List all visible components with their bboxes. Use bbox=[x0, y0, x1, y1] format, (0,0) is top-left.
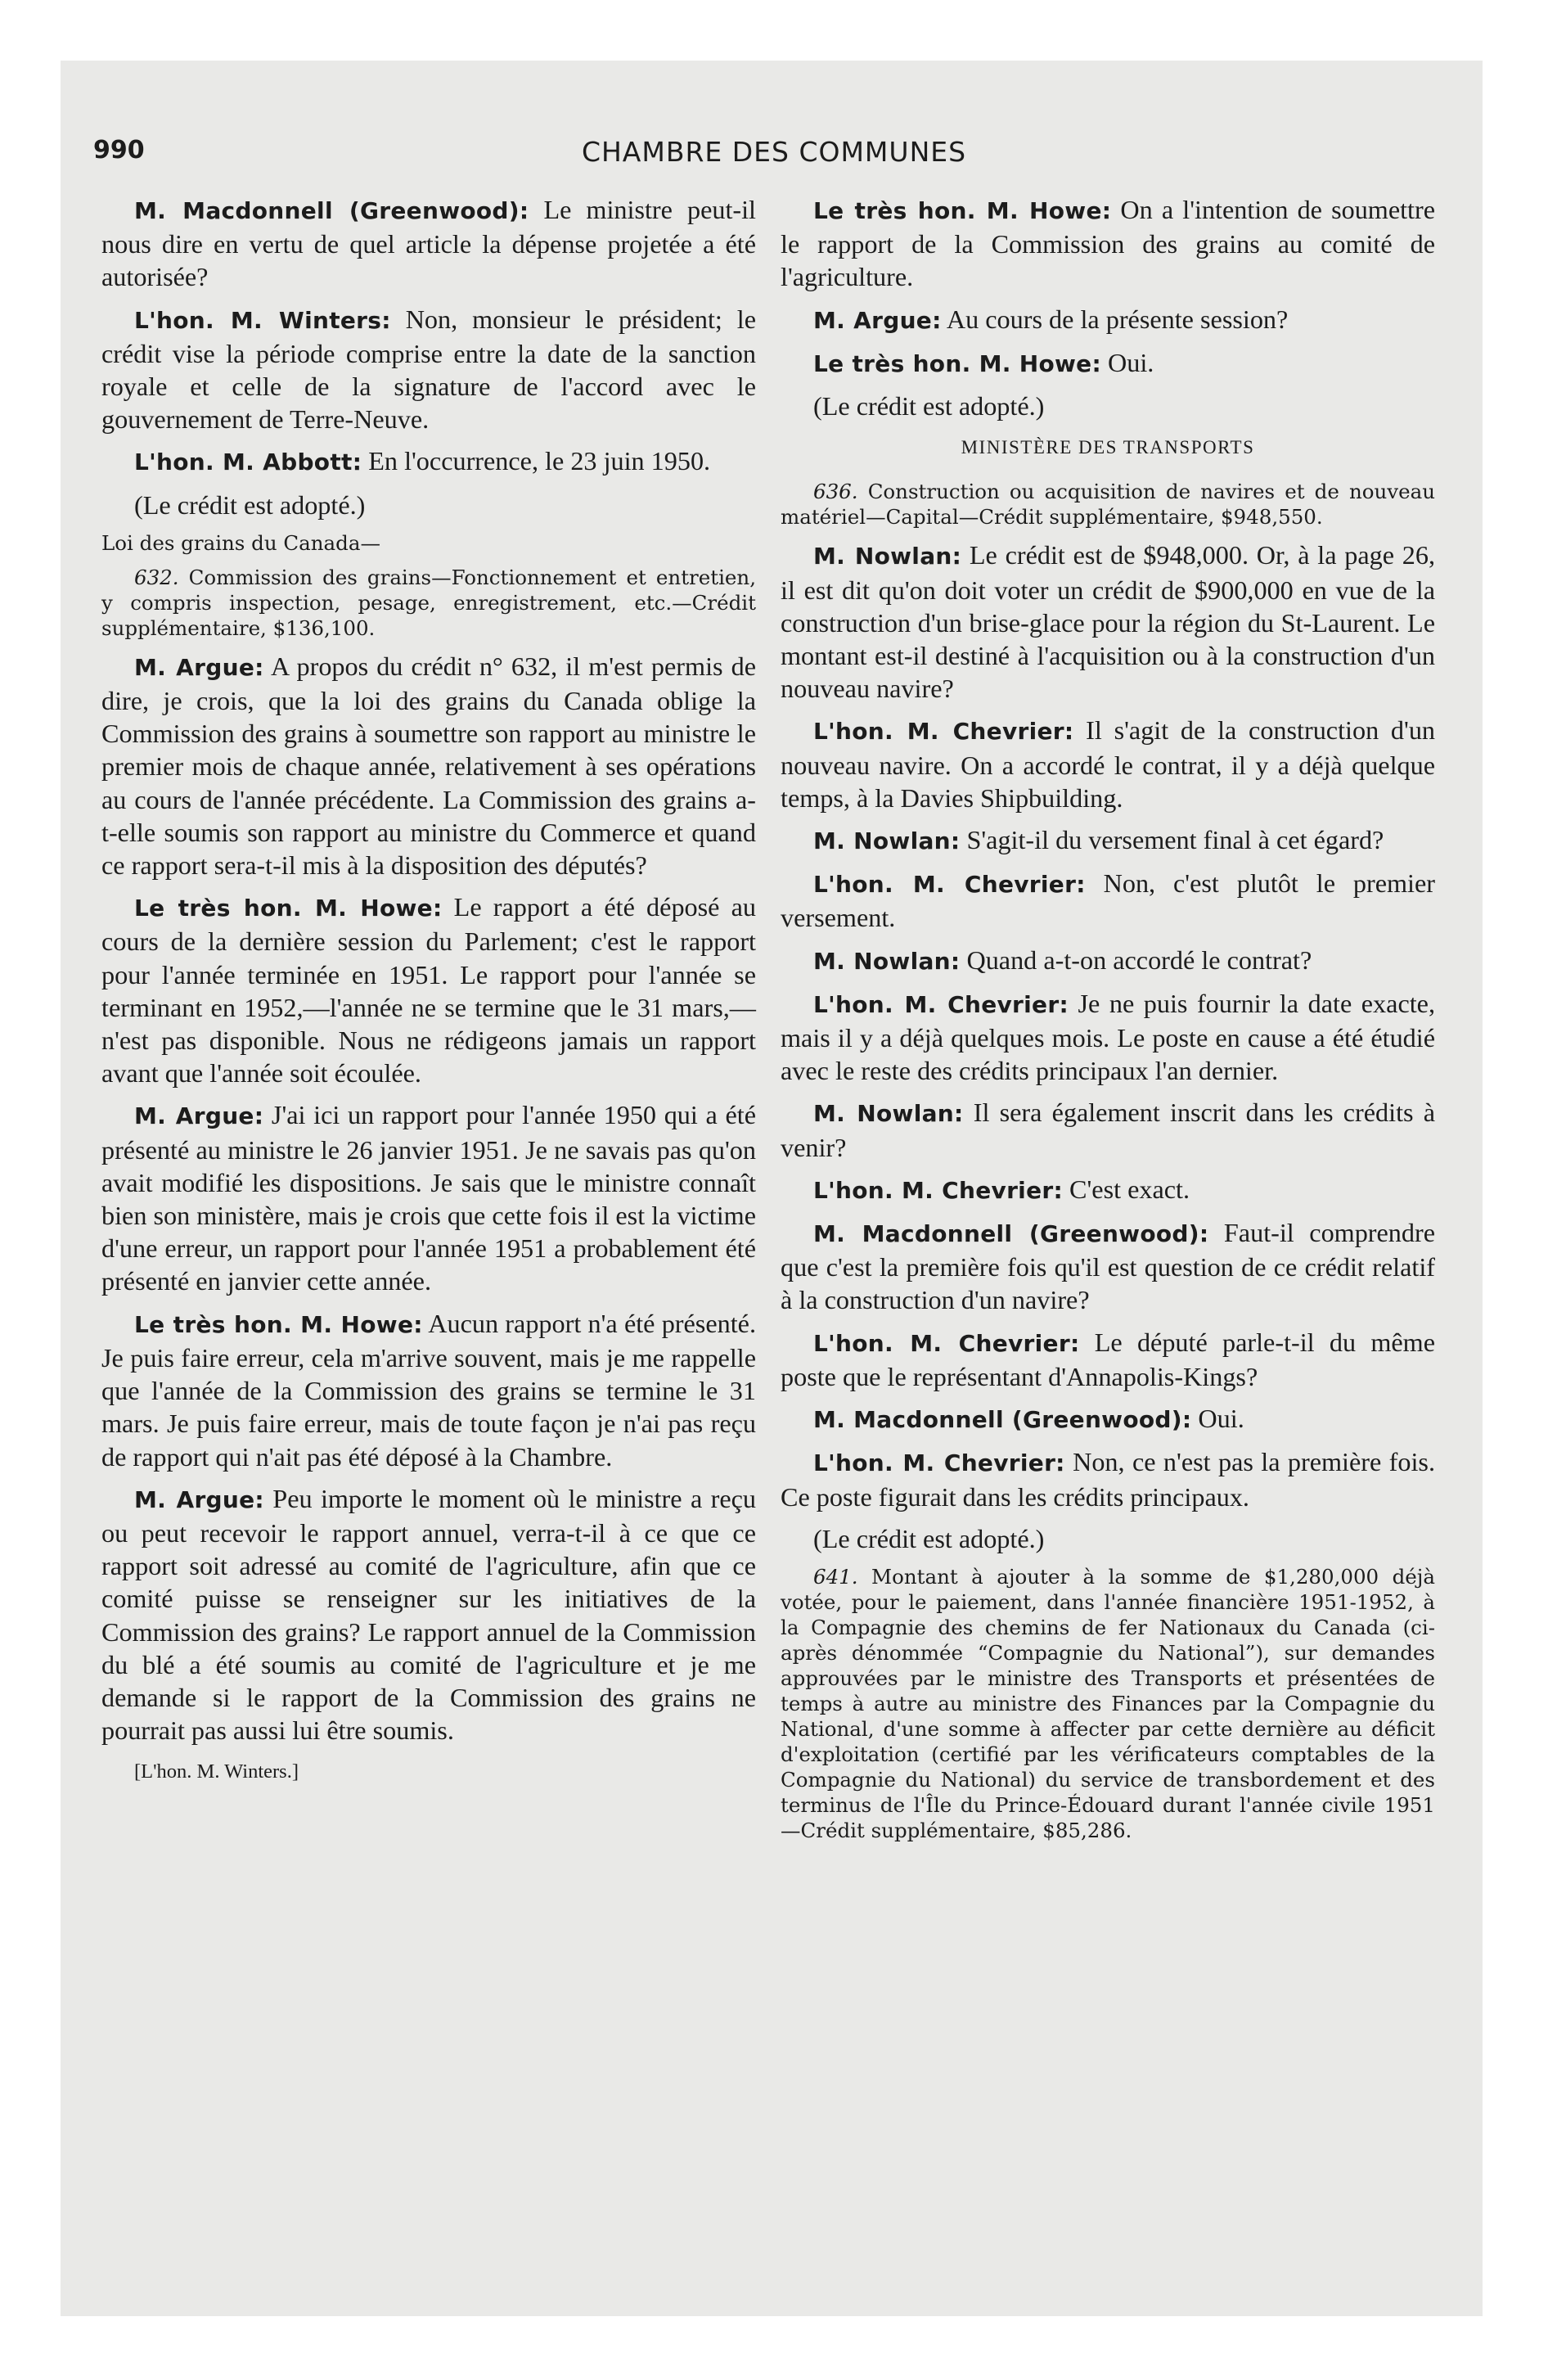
speech-text: Oui. bbox=[1108, 347, 1154, 377]
vote-description: Construction ou acquisition de navires et de nouveau matériel—Capital—Crédit supplémentaire, $948,550. bbox=[781, 480, 1435, 530]
speech-text: J'ai ici un rapport pour l'année 1950 qui a été présenté au ministre le 26 janvier 1951. Je ne savais pas qu'on avait modifié les dispositions. Je sais que le ministre connaît bien son ministère, mais je crois que cette fois il est la victime d'une erreur, un rapport pour l'année 1951 a probablement été présenté en janvier cette année. bbox=[101, 1100, 757, 1296]
speaker-name: M. Argue: bbox=[134, 1485, 264, 1513]
speech-text: Le crédit est de $948,000. Or, à la page 26, il est dit qu'on doit voter un crédit de $900,000 en vue de la construction d'un brise-glace pour la région du St-Laurent. Le montant est-il destiné à l'acquisition ou à la construction d'un nouveau navire? bbox=[781, 540, 1436, 704]
page-number: 990 bbox=[93, 136, 145, 165]
speaker-name: M. Nowlan: bbox=[813, 947, 961, 975]
speech-text: Le rapport a été déposé au cours de la dernière session du Parlement; c'est le rapport pour l'année terminée en 1951. Le rapport pour l'année se terminant en 1952,—l'année ne se termine que le 31 mars,—n'est pas disponible. Nous ne rédigeons jamais un rapport avant que l'année soit écoulée. bbox=[101, 892, 756, 1089]
speech-paragraph bbox=[101, 1307, 756, 1473]
speech-text: Au cours de la présente session? bbox=[946, 304, 1289, 334]
speaker-name: Le très hon. M. Howe: bbox=[813, 197, 1112, 224]
speaker-name: L'hon. M. Abbott: bbox=[134, 449, 362, 476]
speaker-name: L'hon. M. Chevrier: bbox=[813, 1449, 1065, 1477]
speech-text: Il sera également inscrit dans les crédits à venir? bbox=[781, 1098, 1435, 1162]
vote-number: 632. bbox=[134, 565, 179, 589]
speech-paragraph bbox=[101, 1482, 756, 1747]
speech-paragraph bbox=[781, 539, 1435, 705]
vote-carried-note: (Le crédit est adopté.) bbox=[813, 391, 1045, 421]
speech-text: Je ne puis fournir la date exacte, mais il y a déjà quelques mois. Le poste en cause a été étudié avec le reste des crédits principaux l'an dernier. bbox=[781, 988, 1436, 1086]
speaker-attribution: [L'hon. M. Winters.] bbox=[134, 1760, 299, 1783]
speaker-name: M. Argue: bbox=[134, 1102, 264, 1130]
speaker-name: Le très hon. M. Howe: bbox=[813, 349, 1101, 377]
speech-paragraph bbox=[781, 944, 1435, 978]
speech-paragraph bbox=[781, 303, 1435, 337]
speech-paragraph bbox=[781, 346, 1435, 381]
vote-number: 636. bbox=[813, 480, 858, 504]
speaker-name: L'hon. M. Winters: bbox=[134, 306, 391, 334]
vote-item bbox=[781, 1564, 1435, 1843]
speech-paragraph bbox=[781, 823, 1435, 858]
speech-paragraph bbox=[781, 1096, 1435, 1163]
speech-paragraph bbox=[781, 714, 1435, 814]
speech-text: Non, ce n'est pas la première fois. Ce poste figurait dans les crédits principaux. bbox=[781, 1447, 1436, 1512]
speech-paragraph bbox=[101, 193, 756, 294]
vote-carried-note: (Le crédit est adopté.) bbox=[134, 489, 366, 520]
speech-paragraph bbox=[781, 193, 1435, 294]
speaker-name: M. Argue: bbox=[134, 653, 264, 681]
speaker-name: Le très hon. M. Howe: bbox=[134, 895, 443, 922]
speaker-name: M. Macdonnell (Greenwood): bbox=[813, 1406, 1192, 1434]
speaker-name: M. Macdonnell (Greenwood): bbox=[134, 197, 529, 224]
right-column bbox=[781, 193, 1435, 1852]
speech-text: S'agit-il du versement final à cet égard? bbox=[966, 825, 1384, 855]
vote-carried-note: (Le crédit est adopté.) bbox=[813, 1523, 1045, 1553]
page-header bbox=[74, 129, 1474, 178]
section-heading: MINISTÈRE DES TRANSPORTS bbox=[961, 437, 1255, 458]
speech-text: Faut-il comprendre que c'est la première fois qu'il est question de ce crédit relatif à la construction d'un navire? bbox=[781, 1218, 1435, 1315]
running-title: CHAMBRE DES COMMUNES bbox=[581, 136, 967, 168]
vote-description: Commission des grains—Fonctionnement et entretien, y compris inspection, pesage, enregistrement, etc.—Crédit supplémentaire, $136,100. bbox=[101, 565, 756, 640]
speech-text: C'est exact. bbox=[1069, 1174, 1190, 1204]
speaker-name: Le très hon. M. Howe: bbox=[134, 1310, 423, 1338]
vote-description: Montant à ajouter à la somme de $1,280,000 déjà votée, pour le paiement, dans l'année financière 1951-1952, à la Compagnie des chemins de fer Nationaux du Canada (ci-après dénommée “Compagnie du National”), sur demandes approuvées par le ministre des Transports et présentées de temps à autre au ministre des Finances par la Compagnie du National, d'une somme à affecter par cette dernière au déficit d'exploitation (certifié par les vérificateurs comptables de la Compagnie du National) du service de transbordement et des terminus de l'Île du Prince-Édouard durant l'année civile 1951—Crédit supplémentaire, $85,286. bbox=[781, 1564, 1435, 1842]
speech-text: Oui. bbox=[1198, 1404, 1244, 1434]
speech-text: Le ministre peut-il nous dire en vertu de quel article la dépense projetée a été autorisée? bbox=[101, 195, 756, 292]
speaker-name: L'hon. M. Chevrier: bbox=[813, 718, 1074, 746]
speech-paragraph bbox=[781, 1445, 1435, 1512]
vote-item bbox=[781, 479, 1435, 530]
left-column bbox=[101, 193, 756, 1798]
speech-text: On a l'intention de soumettre le rapport de la Commission des grains au comité de l'agriculture. bbox=[781, 195, 1435, 292]
speech-paragraph bbox=[781, 867, 1435, 934]
speaker-name: L'hon. M. Chevrier: bbox=[813, 1329, 1080, 1357]
speech-paragraph bbox=[781, 1173, 1435, 1207]
speech-paragraph bbox=[101, 890, 756, 1089]
speech-paragraph bbox=[101, 303, 756, 436]
speech-paragraph bbox=[781, 1216, 1435, 1317]
speech-paragraph bbox=[781, 1326, 1435, 1393]
vote-number: 641. bbox=[813, 1564, 858, 1589]
speech-paragraph bbox=[101, 1098, 756, 1297]
speech-paragraph bbox=[781, 1402, 1435, 1436]
speech-text: Non, monsieur le président; le crédit vise la période comprise entre la date de la sanction royale et celle de la signature de l'accord avec le gouvernement de Terre-Neuve. bbox=[101, 304, 757, 435]
speaker-name: L'hon. M. Chevrier: bbox=[813, 871, 1086, 899]
vote-item bbox=[101, 565, 756, 641]
speaker-name: L'hon. M. Chevrier: bbox=[813, 990, 1069, 1018]
speech-paragraph bbox=[101, 444, 756, 479]
speech-text: Peu importe le moment où le ministre a reçu ou peut recevoir le rapport annuel, verra-t-il à ce que ce rapport soit adressé au comité de l'agriculture, afin que ce comité puisse se renseigner sur les initiatives de la Commission des grains? Le rapport annuel de la Commission du blé a été soumis au comité de l'agriculture et je me demande si le rapport de la Commission des grains ne pourrait pas aussi lui être soumis. bbox=[101, 1483, 756, 1746]
speech-text: En l'occurrence, le 23 juin 1950. bbox=[368, 446, 711, 476]
vote-heading: Loi des grains du Canada— bbox=[101, 530, 380, 555]
speech-text: Le député parle-t-il du même poste que le représentant d'Annapolis-Kings? bbox=[781, 1327, 1435, 1391]
speech-text: Quand a-t-on accordé le contrat? bbox=[966, 944, 1312, 975]
speaker-name: M. Nowlan: bbox=[813, 827, 961, 855]
speaker-name: M. Argue: bbox=[813, 306, 942, 334]
speaker-name: M. Macdonnell (Greenwood): bbox=[813, 1220, 1209, 1248]
speech-text: Aucun rapport n'a été présenté. Je puis faire erreur, cela m'arrive souvent, mais je me rappelle que l'année de la Commission des grains se termine le 31 mars. Je puis faire erreur, mais de toute façon je n'ai pas reçu de rapport qui n'ait pas été déposé à la Chambre. bbox=[101, 1308, 756, 1472]
speech-text: Non, c'est plutôt le premier versement. bbox=[781, 868, 1436, 933]
speaker-name: M. Nowlan: bbox=[813, 543, 962, 570]
speech-text: Il s'agit de la construction d'un nouveau navire. On a accordé le contrat, il y a déjà quelque temps, à la Davies Shipbuilding. bbox=[781, 715, 1436, 813]
speech-text: A propos du crédit n° 632, il m'est permis de dire, je crois, que la loi des grains du Canada oblige la Commission des grains à soumettre son rapport au ministre le premier mois de chaque année, relativement à ses opérations au cours de l'année précédente. La Commission des grains a-t-elle soumis son rapport au ministre du Commerce et quand ce rapport sera-t-il mis à la disposition des députés? bbox=[101, 651, 756, 881]
speaker-name: M. Nowlan: bbox=[813, 1100, 964, 1128]
speaker-name: L'hon. M. Chevrier: bbox=[813, 1176, 1063, 1204]
speech-paragraph bbox=[781, 987, 1435, 1088]
speech-paragraph bbox=[101, 650, 756, 881]
